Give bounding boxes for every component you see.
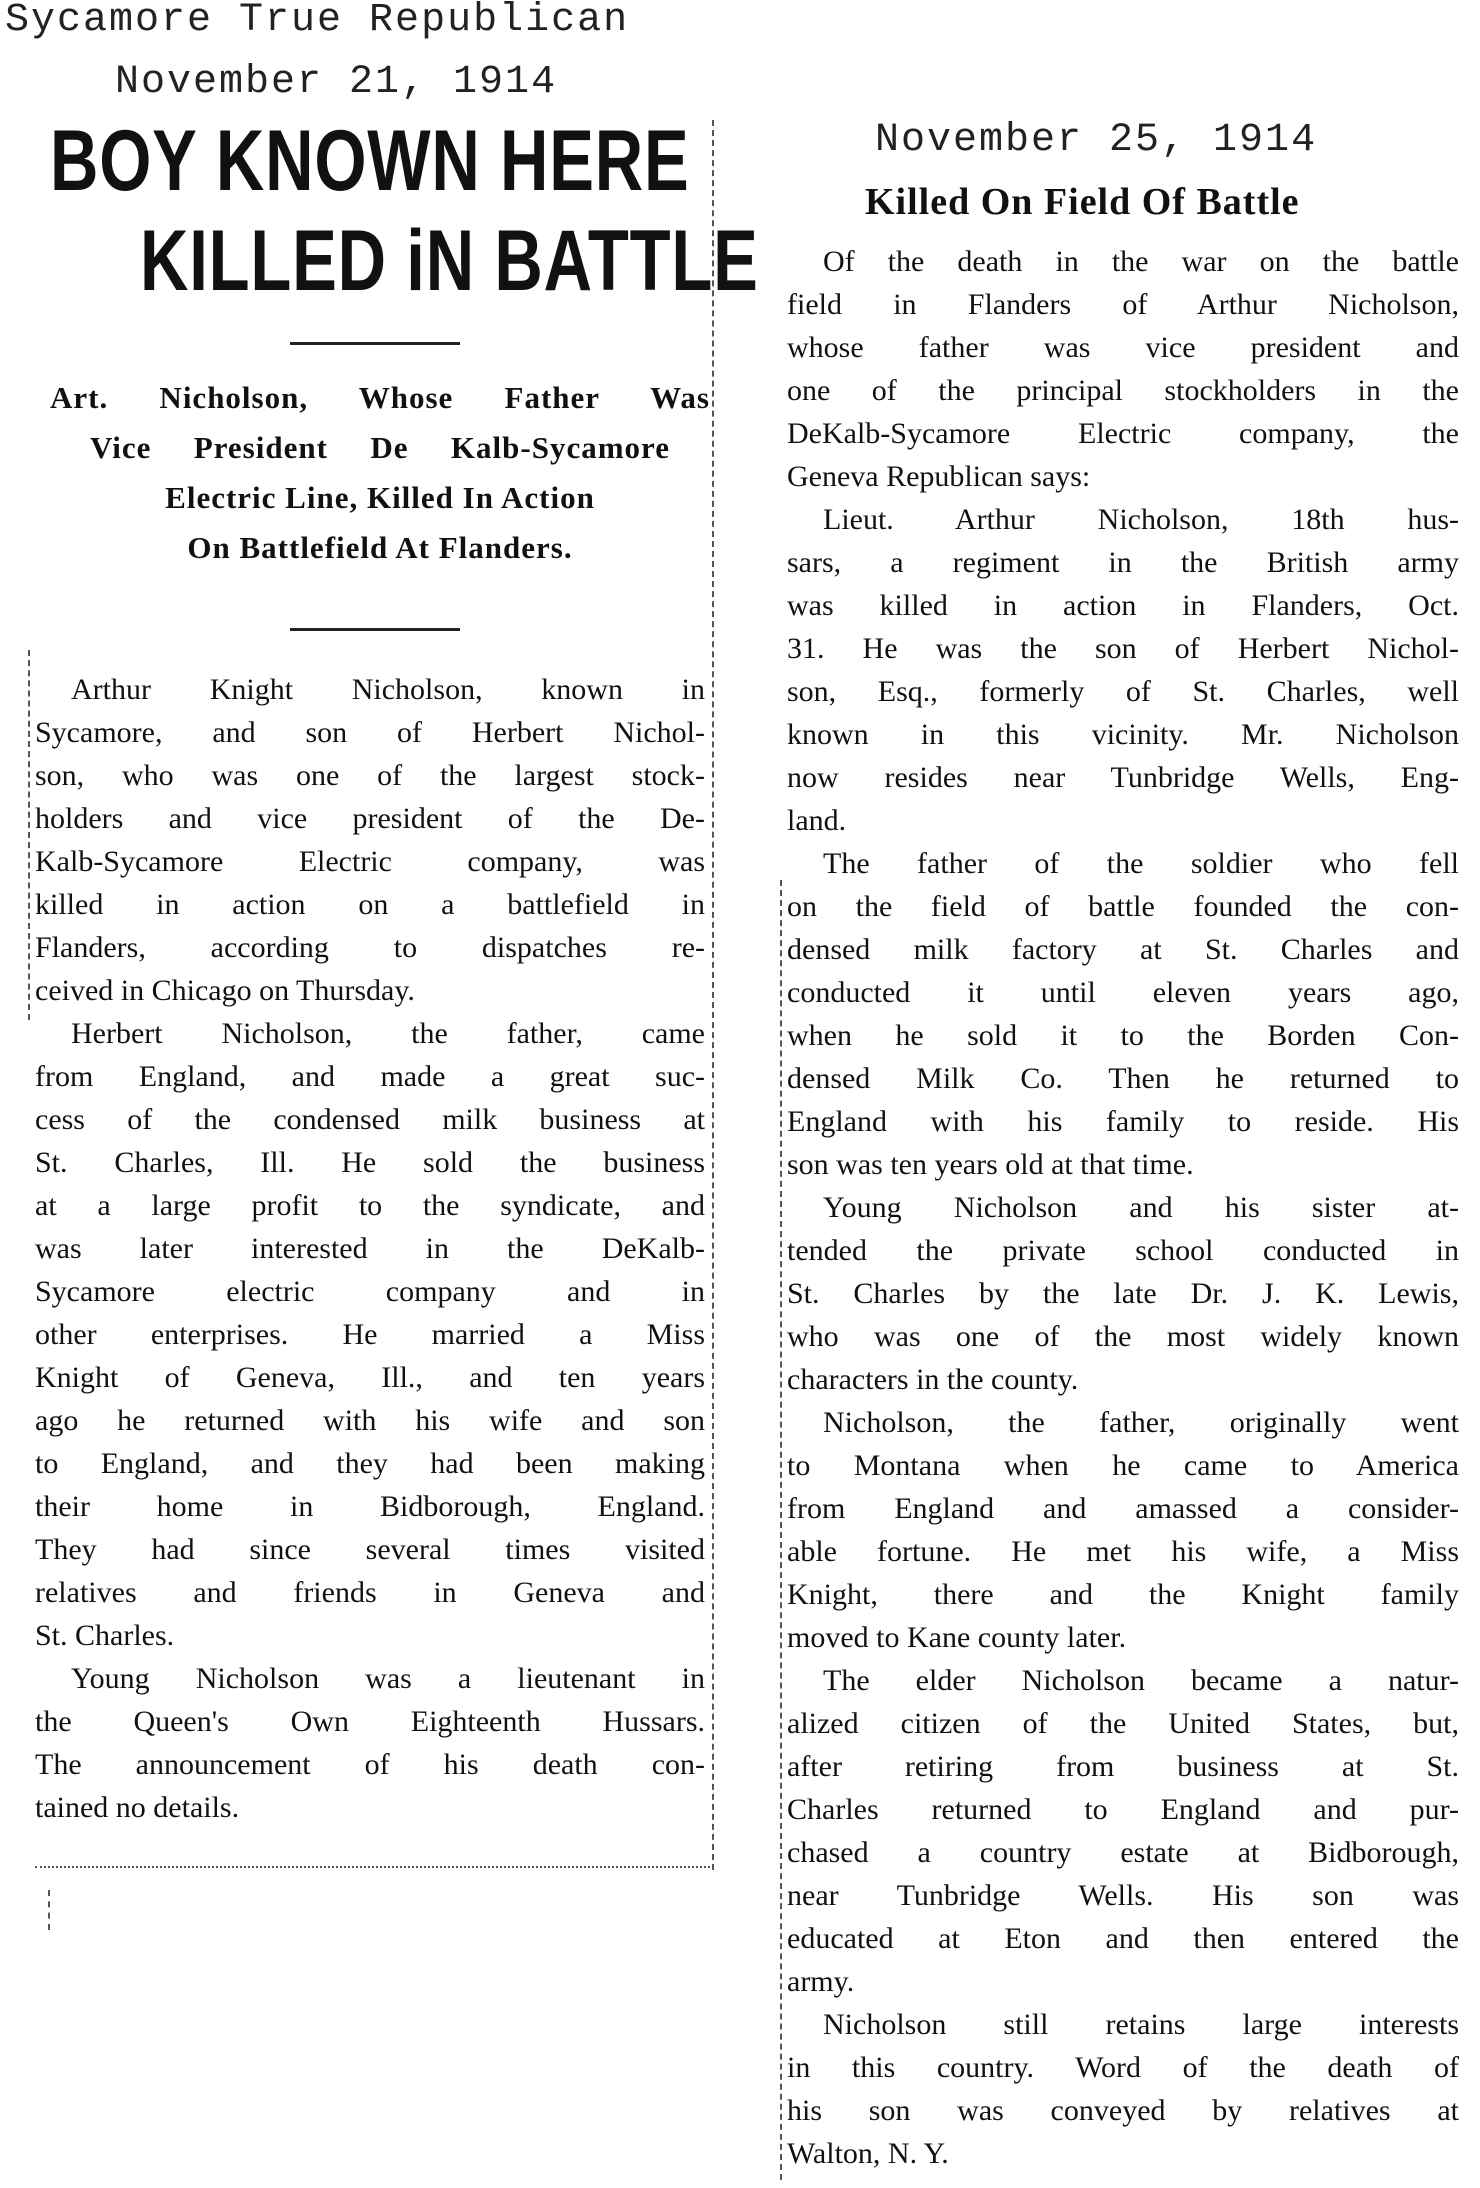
article-text-line: Kalb-Sycamore Electric company, was [35, 845, 705, 878]
article-text-line: now resides near Tunbridge Wells, Eng- [787, 761, 1459, 794]
article-text-line: army. [787, 1965, 855, 1998]
article-text-line: tained no details. [35, 1791, 240, 1824]
article-text-line: on the field of battle founded the con- [787, 890, 1459, 923]
article-text-line: to Montana when he came to America [787, 1449, 1459, 1482]
article-text-line: from England, and made a great suc- [35, 1060, 705, 1093]
article-text-line: densed milk factory at St. Charles and [787, 933, 1459, 966]
headline-line-1: BOY KNOWN HERE [50, 113, 690, 209]
article-text-line: holders and vice president of the De- [35, 802, 705, 835]
article-text-line: St. Charles by the late Dr. J. K. Lewis, [787, 1277, 1459, 1310]
article-text-line: relatives and friends in Geneva and [35, 1576, 705, 1609]
article-text-line: to England, and they had been making [35, 1447, 705, 1480]
article-text-line: Sycamore, and son of Herbert Nichol- [35, 716, 705, 749]
right-article-title: Killed On Field Of Battle [865, 181, 1300, 223]
article-text-line: Arthur Knight Nicholson, known in [71, 673, 705, 706]
newspaper-name: Sycamore True Republican [5, 0, 630, 43]
divider-rule [290, 628, 460, 631]
article-text-line: Charles returned to England and pur- [787, 1793, 1459, 1826]
subhead-line: Vice President De Kalb-Sycamore [90, 430, 670, 465]
date-left: November 21, 1914 [115, 60, 558, 105]
article-text-line: ago he returned with his wife and son [35, 1404, 705, 1437]
headline-line-2: KILLED iN BATTLE [140, 213, 759, 309]
article-end-rule [35, 1866, 710, 1868]
article-text-line: moved to Kane county later. [787, 1621, 1127, 1654]
article-text-line: the Queen's Own Eighteenth Hussars. [35, 1705, 705, 1738]
subhead-line: Electric Line, Killed In Action [165, 480, 595, 515]
article-text-line: Herbert Nicholson, the father, came [71, 1017, 705, 1050]
article-text-line: densed Milk Co. Then he returned to [787, 1062, 1459, 1095]
article-text-line: other enterprises. He married a Miss [35, 1318, 705, 1351]
article-text-line: was later interested in the DeKalb- [35, 1232, 705, 1265]
article-text-line: Walton, N. Y. [787, 2137, 949, 2170]
article-text-line: ceived in Chicago on Thursday. [35, 974, 415, 1007]
article-text-line: tended the private school conducted in [787, 1234, 1459, 1267]
article-text-line: one of the principal stockholders in the [787, 374, 1459, 407]
article-text-line: in this country. Word of the death of [787, 2051, 1459, 2084]
article-text-line: St. Charles, Ill. He sold the business [35, 1146, 705, 1179]
column-border-right [712, 120, 714, 1870]
article-text-line: Nicholson still retains large interests [823, 2008, 1459, 2041]
article-text-line: was killed in action in Flanders, Oct. [787, 589, 1459, 622]
article-text-line: chased a country estate at Bidborough, [787, 1836, 1459, 1869]
article-text-line: son, Esq., formerly of St. Charles, well [787, 675, 1459, 708]
article-text-line: cess of the condensed milk business at [35, 1103, 705, 1136]
subhead-line: On Battlefield At Flanders. [187, 530, 573, 565]
article-text-line: Of the death in the war on the battle [823, 245, 1459, 278]
article-text-line: Lieut. Arthur Nicholson, 18th hus- [823, 503, 1459, 536]
article-text-line: Young Nicholson was a lieutenant in [71, 1662, 705, 1695]
article-text-line: Nicholson, the father, originally went [823, 1406, 1459, 1439]
article-text-line: after retiring from business at St. [787, 1750, 1459, 1783]
article-text-line: able fortune. He met his wife, a Miss [787, 1535, 1459, 1568]
article-text-line: from England and amassed a consider- [787, 1492, 1459, 1525]
article-text-line: near Tunbridge Wells. His son was [787, 1879, 1459, 1912]
article-text-line: Flanders, according to dispatches re- [35, 931, 705, 964]
article-text-line: They had since several times visited [35, 1533, 705, 1566]
article-text-line: sars, a regiment in the British army [787, 546, 1459, 579]
article-text-line: land. [787, 804, 847, 837]
article-text-line: DeKalb-Sycamore Electric company, the [787, 417, 1459, 450]
article-text-line: son, who was one of the largest stock- [35, 759, 705, 792]
article-text-line: Sycamore electric company and in [35, 1275, 705, 1308]
article-text-line: their home in Bidborough, England. [35, 1490, 705, 1523]
article-text-line: killed in action on a battlefield in [35, 888, 705, 921]
article-text-line: known in this vicinity. Mr. Nicholson [787, 718, 1459, 751]
article-text-line: conducted it until eleven years ago, [787, 976, 1459, 1009]
article-text-line: whose father was vice president and [787, 331, 1459, 364]
article-text-line: Geneva Republican says: [787, 460, 1091, 493]
article-text-line: The elder Nicholson became a natur- [823, 1664, 1459, 1697]
column-border-fragment [48, 1890, 50, 1930]
article-text-line: 31. He was the son of Herbert Nichol- [787, 632, 1459, 665]
date-right: November 25, 1914 [875, 118, 1318, 163]
article-text-line: son was ten years old at that time. [787, 1148, 1194, 1181]
article-text-line: characters in the county. [787, 1363, 1079, 1396]
article-text-line: Knight of Geneva, Ill., and ten years [35, 1361, 705, 1394]
article-text-line: The announcement of his death con- [35, 1748, 705, 1781]
column-border-left [28, 650, 30, 1020]
article-text-line: Knight, there and the Knight family [787, 1578, 1459, 1611]
article-text-line: when he sold it to the Borden Con- [787, 1019, 1459, 1052]
article-text-line: Young Nicholson and his sister at- [823, 1191, 1459, 1224]
column-border-right-article [780, 880, 782, 2180]
subhead-line: Art. Nicholson, Whose Father Was [50, 380, 710, 415]
divider-rule [290, 342, 460, 345]
article-text-line: The father of the soldier who fell [823, 847, 1459, 880]
article-text-line: England with his family to reside. His [787, 1105, 1459, 1138]
article-text-line: who was one of the most widely known [787, 1320, 1459, 1353]
article-text-line: St. Charles. [35, 1619, 175, 1652]
article-text-line: field in Flanders of Arthur Nicholson, [787, 288, 1459, 321]
right-article-body [787, 240, 1459, 2175]
article-text-line: alized citizen of the United States, but, [787, 1707, 1459, 1740]
article-text-line: educated at Eton and then entered the [787, 1922, 1459, 1955]
article-text-line: his son was conveyed by relatives at [787, 2094, 1459, 2127]
left-article-body [35, 668, 705, 1829]
article-text-line: at a large profit to the syndicate, and [35, 1189, 705, 1222]
